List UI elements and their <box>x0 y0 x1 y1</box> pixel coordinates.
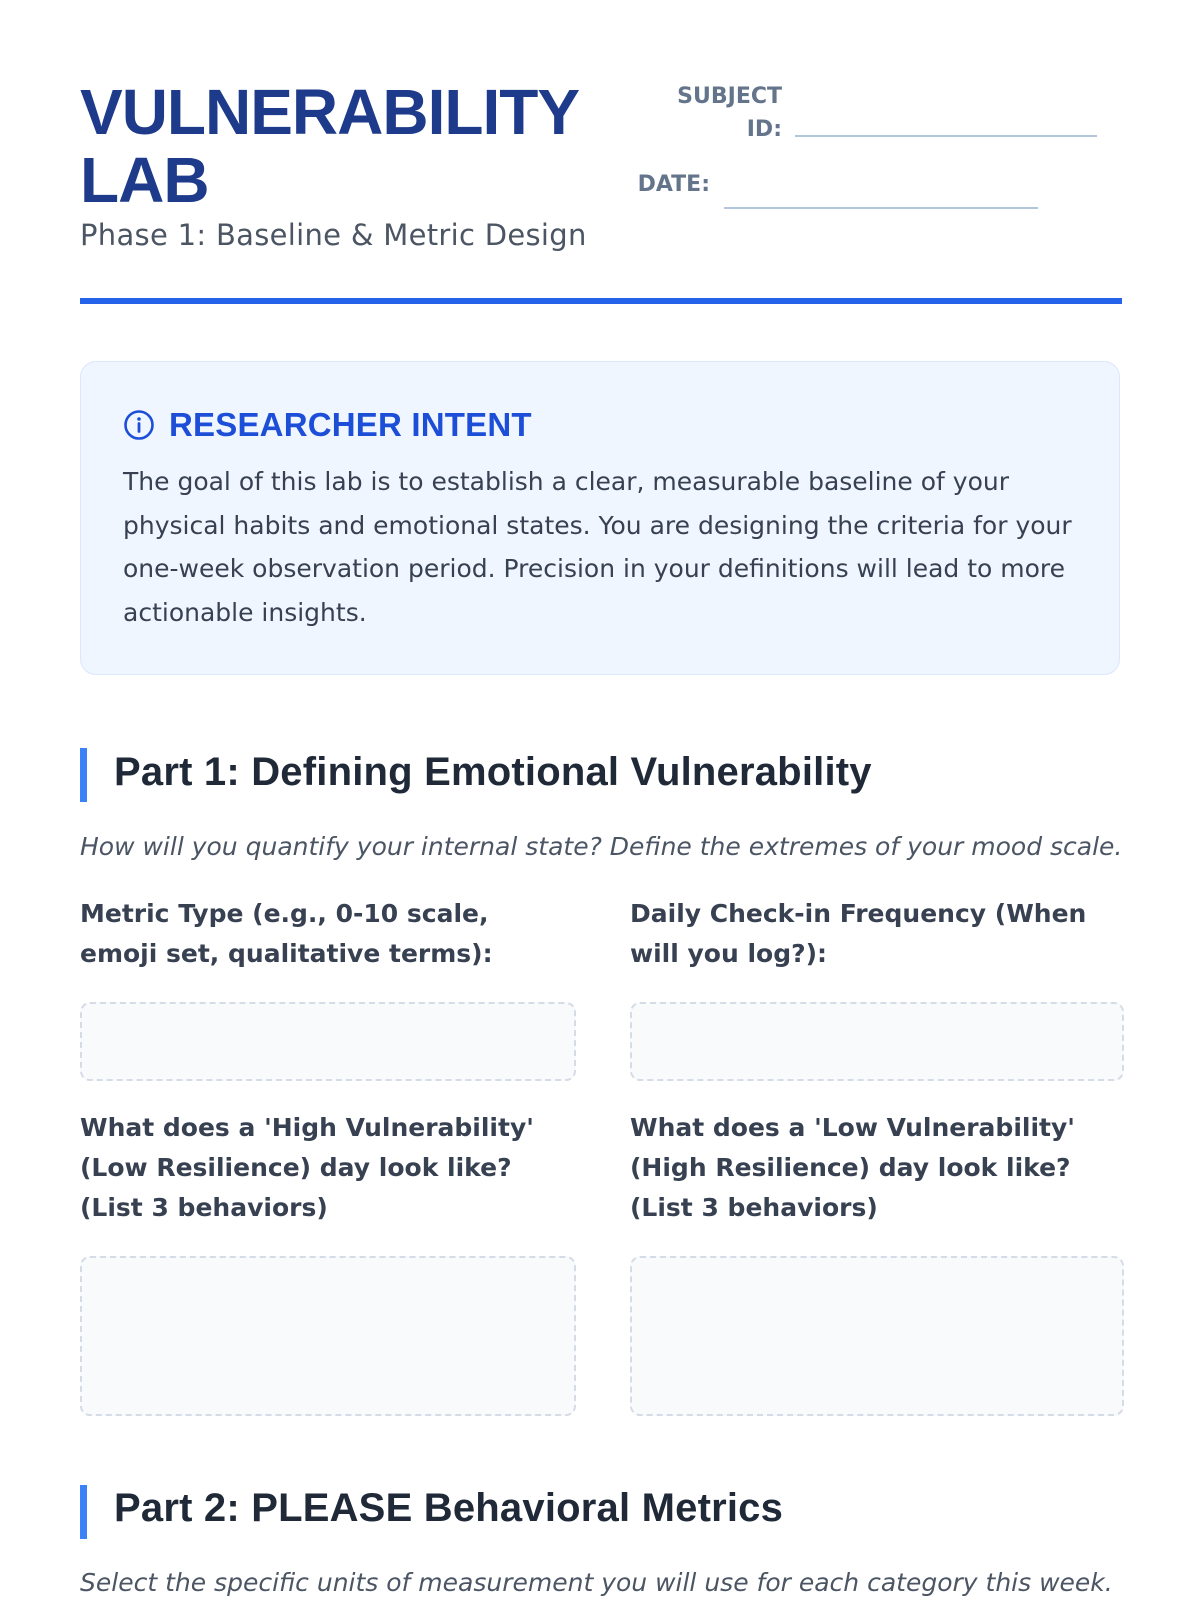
researcher-intent-callout <box>80 361 1120 675</box>
metric-type-label: Metric Type (e.g., 0-10 scale, emoji set, qualitative terms): <box>80 899 493 968</box>
high-vulnerability-label: What does a 'High Vulnerability' (Low Resilience) day look like? (List 3 behaviors) <box>80 1113 534 1222</box>
part2-description: Select the specific units of measurement you will use for each category this week. <box>80 1568 1113 1597</box>
page-subtitle: Phase 1: Baseline & Metric Design <box>80 218 587 252</box>
page-title: VULNERABILITY LAB <box>80 76 578 216</box>
low-vulnerability-input[interactable] <box>630 1256 1124 1416</box>
metric-type-input[interactable] <box>80 1002 576 1081</box>
subject-id-label: SUBJECT ID: <box>677 84 782 142</box>
checkin-frequency-input[interactable] <box>630 1002 1124 1081</box>
part2-title: Part 2: PLEASE Behavioral Metrics <box>114 1486 784 1530</box>
header-divider <box>80 298 1122 304</box>
info-circle-icon <box>123 409 155 441</box>
part1-title: Part 1: Defining Emotional Vulnerability <box>114 750 872 794</box>
callout-body: The goal of this lab is to establish a clear, measurable baseline of your physical habits and emotional states. You are designing the criteria for your one-week observation period. Precision in your definitions will lead to more actionable insights. <box>123 467 1072 627</box>
checkin-frequency-label: Daily Check-in Frequency (When will you log?): <box>630 899 1087 968</box>
part1-description: How will you quantify your internal state? Define the extremes of your mood scale. <box>80 832 1123 861</box>
date-field[interactable] <box>724 207 1038 209</box>
low-vulnerability-label: What does a 'Low Vulnerability' (High Resilience) day look like? (List 3 behaviors) <box>630 1113 1075 1222</box>
high-vulnerability-input[interactable] <box>80 1256 576 1416</box>
subject-id-field[interactable] <box>795 135 1097 137</box>
date-label: DATE: <box>637 172 710 197</box>
callout-header <box>123 406 532 444</box>
part1-accent-bar <box>80 748 87 802</box>
callout-title: RESEARCHER INTENT <box>169 406 532 443</box>
part2-accent-bar <box>80 1485 87 1539</box>
